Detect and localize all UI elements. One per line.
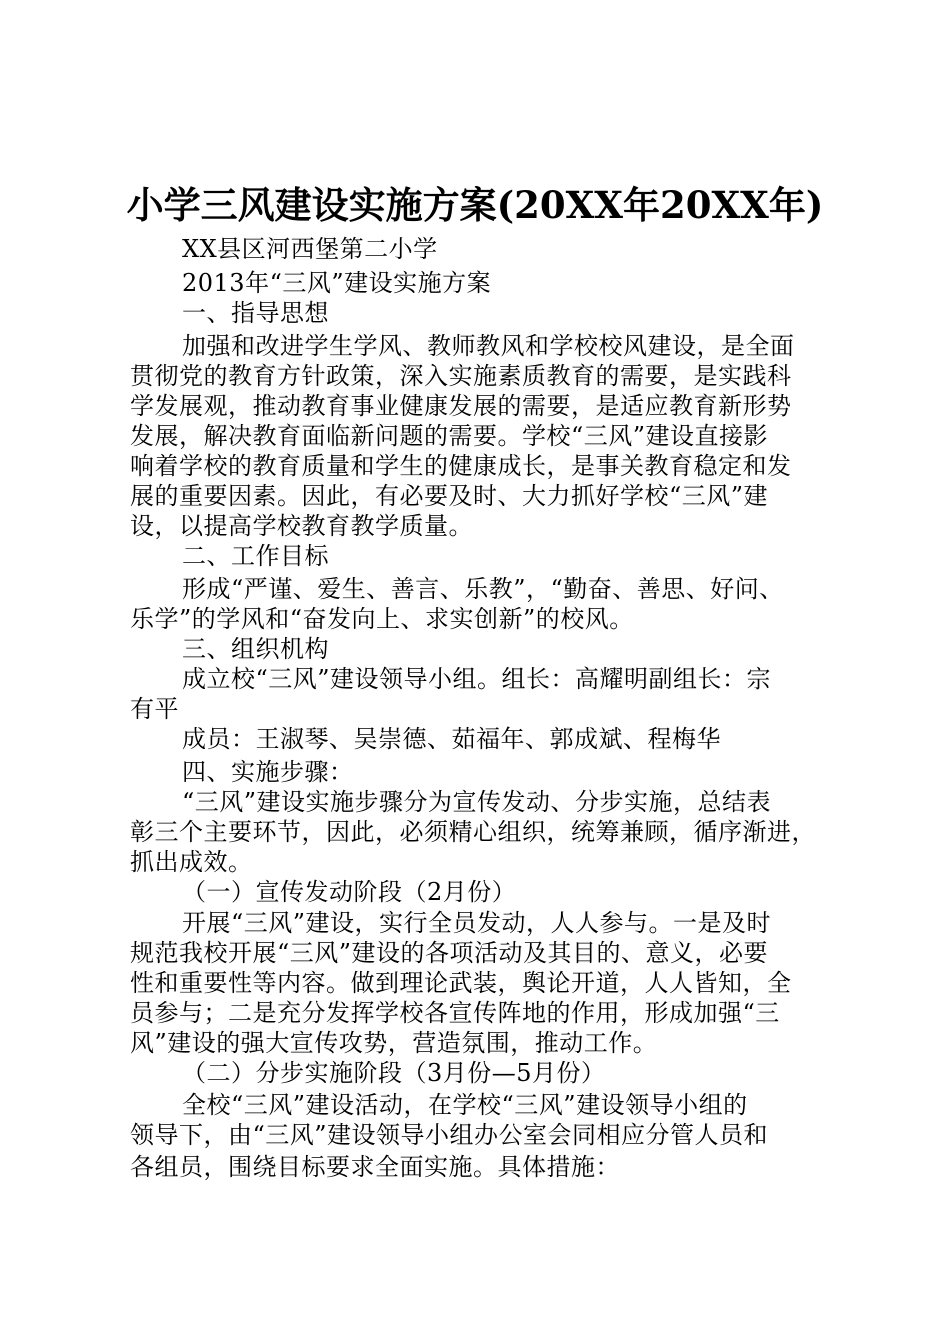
paragraph-line: 有平 bbox=[130, 695, 179, 723]
paragraph-line: 开展“三风”建设，实行全员发动，人人参与。一是及时 bbox=[182, 909, 772, 937]
section-heading-1: 一、指导思想 bbox=[182, 299, 329, 327]
paragraph-line: 设，以提高学校教育教学质量。 bbox=[130, 512, 473, 540]
section-heading-2: 二、工作目标 bbox=[182, 542, 329, 570]
subsection-heading-2: （二）分步实施阶段（3月份—5月份） bbox=[182, 1059, 606, 1087]
paragraph-line: 抓出成效。 bbox=[130, 848, 253, 876]
section-heading-4: 四、实施步骤： bbox=[182, 758, 354, 786]
paragraph-line: 全校“三风”建设活动，在学校“三风”建设领导小组的 bbox=[182, 1091, 748, 1119]
plan-title-line: 2013年“三风”建设实施方案 bbox=[182, 269, 492, 297]
paragraph-line: 成立校“三风”建设领导小组。组长：高耀明副组长：宗 bbox=[182, 665, 772, 693]
paragraph-line: 员参与；二是充分发挥学校各宣传阵地的作用，形成加强“三 bbox=[130, 999, 780, 1027]
paragraph-line: 展的重要因素。因此，有必要及时、大力抓好学校“三风”建 bbox=[130, 482, 769, 510]
paragraph-line: 彰三个主要环节，因此，必须精心组织，统筹兼顾，循序渐进， bbox=[130, 818, 816, 846]
paragraph-line: 乐学”的学风和“奋发向上、求实创新”的校风。 bbox=[130, 605, 634, 633]
paragraph-line: 风”建设的强大宣传攻势，营造氛围，推动工作。 bbox=[130, 1029, 658, 1057]
members-line: 成员：王淑琴、吴崇德、茹福年、郭成斌、程梅华 bbox=[182, 725, 721, 753]
paragraph-line: 各组员，围绕目标要求全面实施。具体措施： bbox=[130, 1153, 620, 1181]
section-heading-3: 三、组织机构 bbox=[182, 635, 329, 663]
school-name-line: XX县区河西堡第二小学 bbox=[182, 235, 438, 263]
paragraph-line: 发展，解决教育面临新问题的需要。学校“三风”建设直接影 bbox=[130, 422, 769, 450]
subsection-heading-1: （一）宣传发动阶段（2月份） bbox=[182, 878, 517, 906]
paragraph-line: 加强和改进学生学风、教师教风和学校校风建设，是全面 bbox=[182, 332, 795, 360]
paragraph-line: 学发展观，推动教育事业健康发展的需要，是适应教育新形势 bbox=[130, 392, 792, 420]
paragraph-line: 贯彻党的教育方针政策，深入实施素质教育的需要，是实践科 bbox=[130, 362, 792, 390]
paragraph-line: 性和重要性等内容。做到理论武装，舆论开道，人人皆知，全 bbox=[130, 969, 792, 997]
paragraph-line: 领导下，由“三风”建设领导小组办公室会同相应分管人员和 bbox=[130, 1121, 769, 1149]
document-title: 小学三风建设实施方案(20XX年20XX年) bbox=[126, 183, 824, 227]
paragraph-line: 规范我校开展“三风”建设的各项活动及其目的、意义，必要 bbox=[130, 939, 769, 967]
paragraph-line: “三风”建设实施步骤分为宣传发动、分步实施，总结表 bbox=[182, 788, 772, 816]
paragraph-line: 响着学校的教育质量和学生的健康成长，是事关教育稳定和发 bbox=[130, 452, 792, 480]
paragraph-line: 形成“严谨、爱生、善言、乐教”，“勤奋、善思、好问、 bbox=[182, 575, 784, 603]
